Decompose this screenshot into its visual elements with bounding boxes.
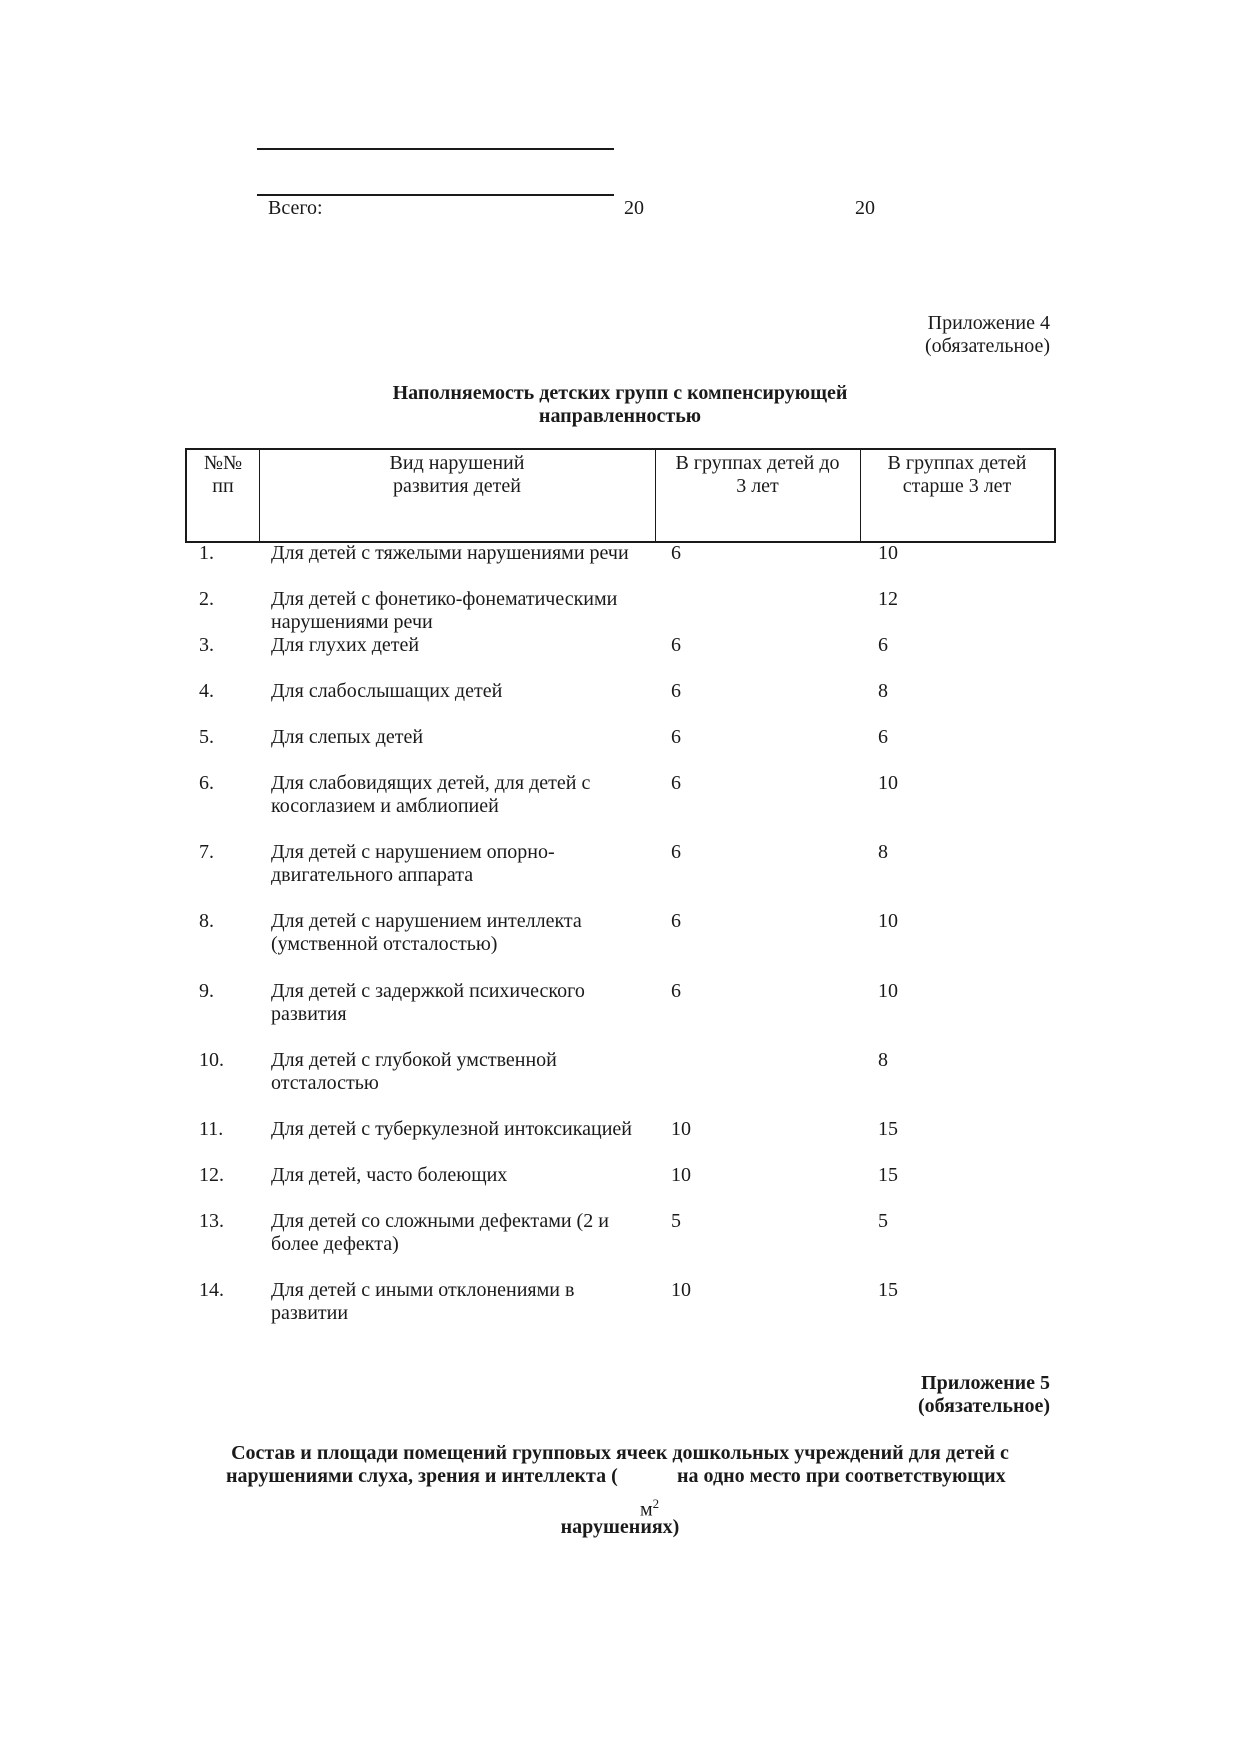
header-num-line2: пп xyxy=(212,475,234,497)
row-under3: 5 xyxy=(671,1210,681,1232)
row-num: 10. xyxy=(199,1049,224,1071)
row-name: Для детей с туберкулезной интоксикацией xyxy=(271,1118,632,1140)
row-name: Для детей со сложными дефектами (2 и более дефекта) xyxy=(271,1210,609,1255)
row-over3: 6 xyxy=(878,634,888,656)
row-num: 3. xyxy=(199,634,214,656)
row-name: Для детей с иными отклонениями в развитии xyxy=(271,1279,575,1324)
table-top-rule-1 xyxy=(257,148,614,150)
row-under3: 6 xyxy=(671,680,681,702)
row-over3: 5 xyxy=(878,1210,888,1232)
row-under3: 10 xyxy=(671,1279,691,1301)
header-over3-line1: В группах детей xyxy=(887,452,1027,474)
row-name: Для детей с глубокой умственной отсталостью xyxy=(271,1049,557,1094)
row-over3: 15 xyxy=(878,1279,898,1301)
header-over3 xyxy=(860,450,1054,541)
appendix5-title-line2b: на одно место при соответствующих xyxy=(677,1465,1006,1487)
area-unit-sup: 2 xyxy=(652,1496,660,1511)
row-name: Для детей с нарушением интеллекта (умственной отсталостью) xyxy=(271,910,582,955)
appendix5-status: (обязательное) xyxy=(917,1395,1050,1417)
row-under3: 6 xyxy=(671,841,681,863)
row-under3: 10 xyxy=(671,1164,691,1186)
row-under3: 6 xyxy=(671,910,681,932)
row-name: Для детей с тяжелыми нарушениями речи xyxy=(271,542,629,564)
total-over3: 20 xyxy=(855,197,875,219)
row-num: 12. xyxy=(199,1164,224,1186)
row-num: 5. xyxy=(199,726,214,748)
row-under3: 10 xyxy=(671,1118,691,1140)
table-top-rule-2 xyxy=(257,194,614,196)
row-num: 4. xyxy=(199,680,214,702)
row-num: 1. xyxy=(199,542,214,564)
appendix5-title-line1: Состав и площади помещений групповых ячеек дошкольных учреждений для детей с xyxy=(231,1442,1009,1464)
row-name: Для слабослышащих детей xyxy=(271,680,503,702)
row-under3: 6 xyxy=(671,772,681,794)
row-num: 6. xyxy=(199,772,214,794)
area-unit-base: м xyxy=(640,1498,653,1521)
header-num xyxy=(187,450,259,541)
appendix4-title-line1: Наполняемость детских групп с компенсирующей xyxy=(392,382,848,404)
row-over3: 10 xyxy=(878,910,898,932)
appendix4-title-line2: направленностью xyxy=(538,405,702,427)
row-over3: 15 xyxy=(878,1118,898,1140)
row-over3: 10 xyxy=(878,980,898,1002)
appendix4-status: (обязательное) xyxy=(925,335,1050,357)
row-num: 7. xyxy=(199,841,214,863)
row-num: 13. xyxy=(199,1210,224,1232)
header-under3 xyxy=(655,450,860,541)
row-under3: 6 xyxy=(671,542,681,564)
row-over3: 8 xyxy=(878,680,888,702)
row-num: 14. xyxy=(199,1279,224,1301)
header-under3-line2: 3 лет xyxy=(736,475,779,497)
row-name: Для слабовидящих детей, для детей с косоглазием и амблиопией xyxy=(271,772,591,817)
row-over3: 12 xyxy=(878,588,898,610)
row-name: Для детей с фонетико-фонематическими нарушениями речи xyxy=(271,588,618,633)
row-under3: 6 xyxy=(671,634,681,656)
header-type xyxy=(259,450,655,541)
row-over3: 8 xyxy=(878,1049,888,1071)
row-over3: 8 xyxy=(878,841,888,863)
header-type-line2: развития детей xyxy=(393,475,521,497)
total-label: Всего: xyxy=(268,197,323,219)
header-num-line1: №№ xyxy=(203,452,243,474)
row-over3: 10 xyxy=(878,542,898,564)
header-over3-line2: старше 3 лет xyxy=(902,475,1012,497)
row-num: 8. xyxy=(199,910,214,932)
row-num: 11. xyxy=(199,1118,224,1140)
row-under3: 6 xyxy=(671,980,681,1002)
row-name: Для слепых детей xyxy=(271,726,424,748)
row-over3: 10 xyxy=(878,772,898,794)
table-header xyxy=(185,448,1056,543)
row-over3: 6 xyxy=(878,726,888,748)
row-under3: 6 xyxy=(671,726,681,748)
row-num: 9. xyxy=(199,980,214,1002)
header-under3-line1: В группах детей до xyxy=(675,452,840,474)
row-name: Для глухих детей xyxy=(271,634,420,656)
header-type-line1: Вид нарушений xyxy=(389,452,525,474)
appendix4-label: Приложение 4 xyxy=(927,312,1050,334)
appendix5-label: Приложение 5 xyxy=(921,1372,1050,1394)
row-name: Для детей с нарушением опорно- двигательного аппарата xyxy=(271,841,555,886)
appendix5-title-line2a: нарушениями слуха, зрения и интеллекта ( xyxy=(226,1465,618,1487)
row-over3: 15 xyxy=(878,1164,898,1186)
appendix5-title-line3: нарушениях) xyxy=(560,1516,680,1538)
row-name: Для детей с задержкой психического развития xyxy=(271,980,585,1025)
row-name: Для детей, часто болеющих xyxy=(271,1164,508,1186)
total-under3: 20 xyxy=(624,197,644,219)
row-num: 2. xyxy=(199,588,214,610)
